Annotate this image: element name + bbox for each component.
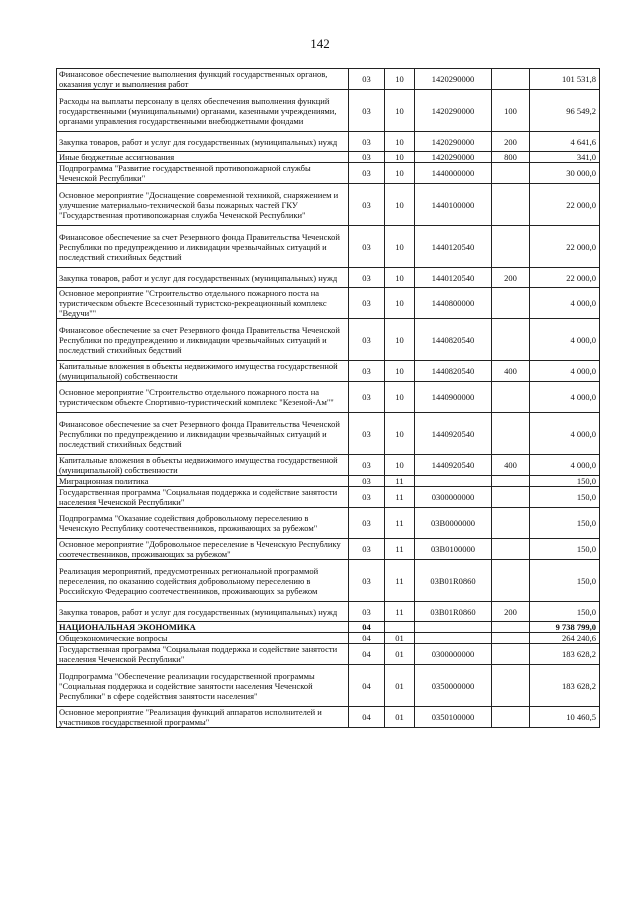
cell-name: Подпрограмма "Оказание содействия добровольному переселению в Чеченскую Республику соотечественников, проживающих за рубежом" xyxy=(57,508,349,539)
cell-csr xyxy=(415,476,492,487)
table-row xyxy=(57,163,600,184)
cell-pr: 10 xyxy=(385,268,415,288)
cell-vr: 200 xyxy=(492,268,530,288)
cell-sum: 341,0 xyxy=(530,152,600,163)
cell-csr: 1440120540 xyxy=(415,268,492,288)
cell-rz: 03 xyxy=(349,560,385,602)
cell-pr: 10 xyxy=(385,163,415,184)
cell-sum: 101 531,8 xyxy=(530,69,600,90)
cell-sum: 4 000,0 xyxy=(530,455,600,476)
cell-rz: 03 xyxy=(349,152,385,163)
cell-vr xyxy=(492,622,530,633)
cell-name: НАЦИОНАЛЬНАЯ ЭКОНОМИКА xyxy=(57,622,349,633)
cell-vr xyxy=(492,539,530,560)
cell-csr: 1440820540 xyxy=(415,361,492,382)
cell-csr: 1420290000 xyxy=(415,132,492,152)
cell-pr xyxy=(385,622,415,633)
table-row xyxy=(57,455,600,476)
cell-sum: 4 000,0 xyxy=(530,288,600,319)
cell-sum: 4 641,6 xyxy=(530,132,600,152)
cell-csr: 1440820540 xyxy=(415,319,492,361)
cell-csr: 1420290000 xyxy=(415,152,492,163)
cell-rz: 04 xyxy=(349,707,385,728)
cell-name: Общеэкономические вопросы xyxy=(57,633,349,644)
cell-sum: 150,0 xyxy=(530,602,600,622)
cell-csr: 03В01R0860 xyxy=(415,602,492,622)
cell-name: Капитальные вложения в объекты недвижимого имущества государственной (муниципальной) собственности xyxy=(57,455,349,476)
cell-rz: 03 xyxy=(349,90,385,132)
cell-pr: 10 xyxy=(385,184,415,226)
cell-sum: 4 000,0 xyxy=(530,361,600,382)
cell-csr: 1440920540 xyxy=(415,455,492,476)
cell-name: Финансовое обеспечение за счет Резервного фонда Правительства Чеченской Республики по предупреждению и ликвидации чрезвычайных ситуаций и последствий стихийных бедствий xyxy=(57,319,349,361)
cell-name: Основное мероприятие "Доснащение современной техникой, снаряжением и улучшение материально-технической базы пожарных частей ГКУ "Государственная противопожарная служба Чеченской Республики" xyxy=(57,184,349,226)
table-row xyxy=(57,487,600,508)
cell-rz: 03 xyxy=(349,226,385,268)
table-row xyxy=(57,184,600,226)
cell-vr xyxy=(492,413,530,455)
cell-csr: 1440800000 xyxy=(415,288,492,319)
cell-csr: 1440900000 xyxy=(415,382,492,413)
cell-sum: 4 000,0 xyxy=(530,413,600,455)
table-row xyxy=(57,644,600,665)
cell-sum: 150,0 xyxy=(530,508,600,539)
table-row xyxy=(57,633,600,644)
cell-sum: 22 000,0 xyxy=(530,226,600,268)
cell-pr: 10 xyxy=(385,382,415,413)
cell-vr xyxy=(492,508,530,539)
cell-rz: 03 xyxy=(349,69,385,90)
cell-vr xyxy=(492,560,530,602)
cell-vr xyxy=(492,184,530,226)
cell-sum: 150,0 xyxy=(530,487,600,508)
table-row xyxy=(57,539,600,560)
cell-rz: 04 xyxy=(349,644,385,665)
table-row xyxy=(57,319,600,361)
cell-vr xyxy=(492,226,530,268)
cell-pr: 10 xyxy=(385,132,415,152)
cell-name: Подпрограмма "Развитие государственной противопожарной службы Чеченской Республики" xyxy=(57,163,349,184)
cell-pr: 11 xyxy=(385,539,415,560)
cell-name: Иные бюджетные ассигнования xyxy=(57,152,349,163)
cell-sum: 30 000,0 xyxy=(530,163,600,184)
cell-vr xyxy=(492,665,530,707)
cell-sum: 150,0 xyxy=(530,539,600,560)
cell-vr: 800 xyxy=(492,152,530,163)
table-row xyxy=(57,90,600,132)
cell-name: Подпрограмма "Обеспечение реализации государственной программы "Социальная поддержка и содействие занятости населения Чеченской Республики" в сфере содействия занятости населения" xyxy=(57,665,349,707)
cell-pr: 01 xyxy=(385,707,415,728)
cell-rz: 03 xyxy=(349,184,385,226)
cell-vr xyxy=(492,382,530,413)
cell-sum: 22 000,0 xyxy=(530,268,600,288)
cell-pr: 11 xyxy=(385,508,415,539)
cell-rz: 03 xyxy=(349,319,385,361)
cell-vr xyxy=(492,288,530,319)
table-row xyxy=(57,707,600,728)
cell-pr: 11 xyxy=(385,602,415,622)
cell-vr xyxy=(492,69,530,90)
cell-rz: 03 xyxy=(349,288,385,319)
cell-rz: 03 xyxy=(349,487,385,508)
cell-csr: 1440100000 xyxy=(415,184,492,226)
cell-csr xyxy=(415,633,492,644)
cell-pr: 10 xyxy=(385,90,415,132)
cell-csr: 0350100000 xyxy=(415,707,492,728)
cell-pr: 10 xyxy=(385,69,415,90)
cell-name: Закупка товаров, работ и услуг для государственных (муниципальных) нужд xyxy=(57,132,349,152)
cell-rz: 03 xyxy=(349,163,385,184)
cell-pr: 01 xyxy=(385,633,415,644)
cell-name: Основное мероприятие "Строительство отдельного пожарного поста на туристическом объекте Всесезонный туристско-рекреационный комплекс "Ведучи"" xyxy=(57,288,349,319)
cell-name: Финансовое обеспечение за счет Резервного фонда Правительства Чеченской Республики по предупреждению и ликвидации чрезвычайных ситуаций и последствий стихийных бедствий xyxy=(57,413,349,455)
cell-pr: 11 xyxy=(385,560,415,602)
cell-name: Закупка товаров, работ и услуг для государственных (муниципальных) нужд xyxy=(57,602,349,622)
cell-pr: 10 xyxy=(385,152,415,163)
cell-vr xyxy=(492,487,530,508)
cell-rz: 03 xyxy=(349,382,385,413)
cell-pr: 10 xyxy=(385,413,415,455)
cell-csr: 1420290000 xyxy=(415,90,492,132)
cell-name: Основное мероприятие "Добровольное переселение в Чеченскую Республику соотечественников, проживающих за рубежом" xyxy=(57,539,349,560)
cell-pr: 10 xyxy=(385,455,415,476)
cell-rz: 04 xyxy=(349,622,385,633)
cell-name: Миграционная политика xyxy=(57,476,349,487)
table-row xyxy=(57,560,600,602)
budget-table-body xyxy=(57,69,600,728)
cell-pr: 10 xyxy=(385,226,415,268)
cell-rz: 03 xyxy=(349,361,385,382)
cell-csr: 1440000000 xyxy=(415,163,492,184)
cell-vr xyxy=(492,633,530,644)
table-row xyxy=(57,268,600,288)
cell-name: Государственная программа "Социальная поддержка и содействие занятости населения Чеченской Республики" xyxy=(57,644,349,665)
table-row xyxy=(57,602,600,622)
cell-pr: 11 xyxy=(385,487,415,508)
cell-name: Расходы на выплаты персоналу в целях обеспечения выполнения функций государственными (муниципальными) органами, казенными учреждениями, органами управления государственными внебюджетными фондами xyxy=(57,90,349,132)
table-row xyxy=(57,476,600,487)
cell-name: Финансовое обеспечение выполнения функций государственных органов, оказания услуг и выполнения работ xyxy=(57,69,349,90)
cell-rz: 04 xyxy=(349,665,385,707)
cell-pr: 11 xyxy=(385,476,415,487)
cell-rz: 03 xyxy=(349,132,385,152)
cell-rz: 03 xyxy=(349,268,385,288)
table-row xyxy=(57,622,600,633)
cell-sum: 150,0 xyxy=(530,476,600,487)
cell-vr: 100 xyxy=(492,90,530,132)
cell-vr xyxy=(492,644,530,665)
cell-name: Капитальные вложения в объекты недвижимого имущества государственной (муниципальной) собственности xyxy=(57,361,349,382)
cell-csr: 03В01R0860 xyxy=(415,560,492,602)
table-row xyxy=(57,508,600,539)
table-row xyxy=(57,382,600,413)
table-row xyxy=(57,361,600,382)
cell-csr: 0300000000 xyxy=(415,644,492,665)
table-row xyxy=(57,132,600,152)
cell-pr: 01 xyxy=(385,644,415,665)
cell-sum: 96 549,2 xyxy=(530,90,600,132)
cell-sum: 264 240,6 xyxy=(530,633,600,644)
table-row xyxy=(57,665,600,707)
cell-rz: 03 xyxy=(349,508,385,539)
cell-csr: 0300000000 xyxy=(415,487,492,508)
cell-sum: 10 460,5 xyxy=(530,707,600,728)
cell-sum: 183 628,2 xyxy=(530,665,600,707)
cell-pr: 10 xyxy=(385,319,415,361)
cell-sum: 4 000,0 xyxy=(530,319,600,361)
cell-name: Финансовое обеспечение за счет Резервного фонда Правительства Чеченской Республики по предупреждению и ликвидации чрезвычайных ситуаций и последствий стихийных бедствий xyxy=(57,226,349,268)
cell-pr: 01 xyxy=(385,665,415,707)
cell-vr: 200 xyxy=(492,132,530,152)
cell-name: Основное мероприятие "Реализация функций аппаратов исполнителей и участников государственной программы" xyxy=(57,707,349,728)
cell-sum: 22 000,0 xyxy=(530,184,600,226)
cell-csr xyxy=(415,622,492,633)
cell-vr xyxy=(492,476,530,487)
cell-csr: 1440920540 xyxy=(415,413,492,455)
table-row xyxy=(57,413,600,455)
table-row xyxy=(57,288,600,319)
cell-rz: 03 xyxy=(349,476,385,487)
cell-name: Государственная программа "Социальная поддержка и содействие занятости населения Чеченской Республики" xyxy=(57,487,349,508)
cell-csr: 0350000000 xyxy=(415,665,492,707)
cell-pr: 10 xyxy=(385,288,415,319)
cell-rz: 03 xyxy=(349,413,385,455)
cell-sum: 150,0 xyxy=(530,560,600,602)
cell-csr: 1440120540 xyxy=(415,226,492,268)
page-number: 142 xyxy=(310,36,330,51)
cell-vr: 400 xyxy=(492,361,530,382)
cell-csr: 03В0000000 xyxy=(415,508,492,539)
cell-rz: 03 xyxy=(349,602,385,622)
cell-name: Основное мероприятие "Строительство отдельного пожарного поста на туристическом объекте Спортивно-туристический комплекс "Кезеной-Ам"" xyxy=(57,382,349,413)
cell-csr: 1420290000 xyxy=(415,69,492,90)
cell-rz: 03 xyxy=(349,455,385,476)
cell-vr xyxy=(492,707,530,728)
table-row xyxy=(57,226,600,268)
cell-vr xyxy=(492,163,530,184)
cell-sum: 9 738 799,0 xyxy=(530,622,600,633)
cell-vr: 200 xyxy=(492,602,530,622)
cell-sum: 4 000,0 xyxy=(530,382,600,413)
cell-csr: 03В0100000 xyxy=(415,539,492,560)
cell-name: Закупка товаров, работ и услуг для государственных (муниципальных) нужд xyxy=(57,268,349,288)
cell-vr: 400 xyxy=(492,455,530,476)
table-row xyxy=(57,69,600,90)
budget-table xyxy=(56,68,600,728)
cell-vr xyxy=(492,319,530,361)
table-row xyxy=(57,152,600,163)
cell-sum: 183 628,2 xyxy=(530,644,600,665)
cell-pr: 10 xyxy=(385,361,415,382)
cell-rz: 03 xyxy=(349,539,385,560)
cell-rz: 04 xyxy=(349,633,385,644)
cell-name: Реализация мероприятий, предусмотренных региональной программой переселения, по оказанию содействия добровольному переселению в Российскую Федерацию соотечественников, проживающих за рубежом xyxy=(57,560,349,602)
